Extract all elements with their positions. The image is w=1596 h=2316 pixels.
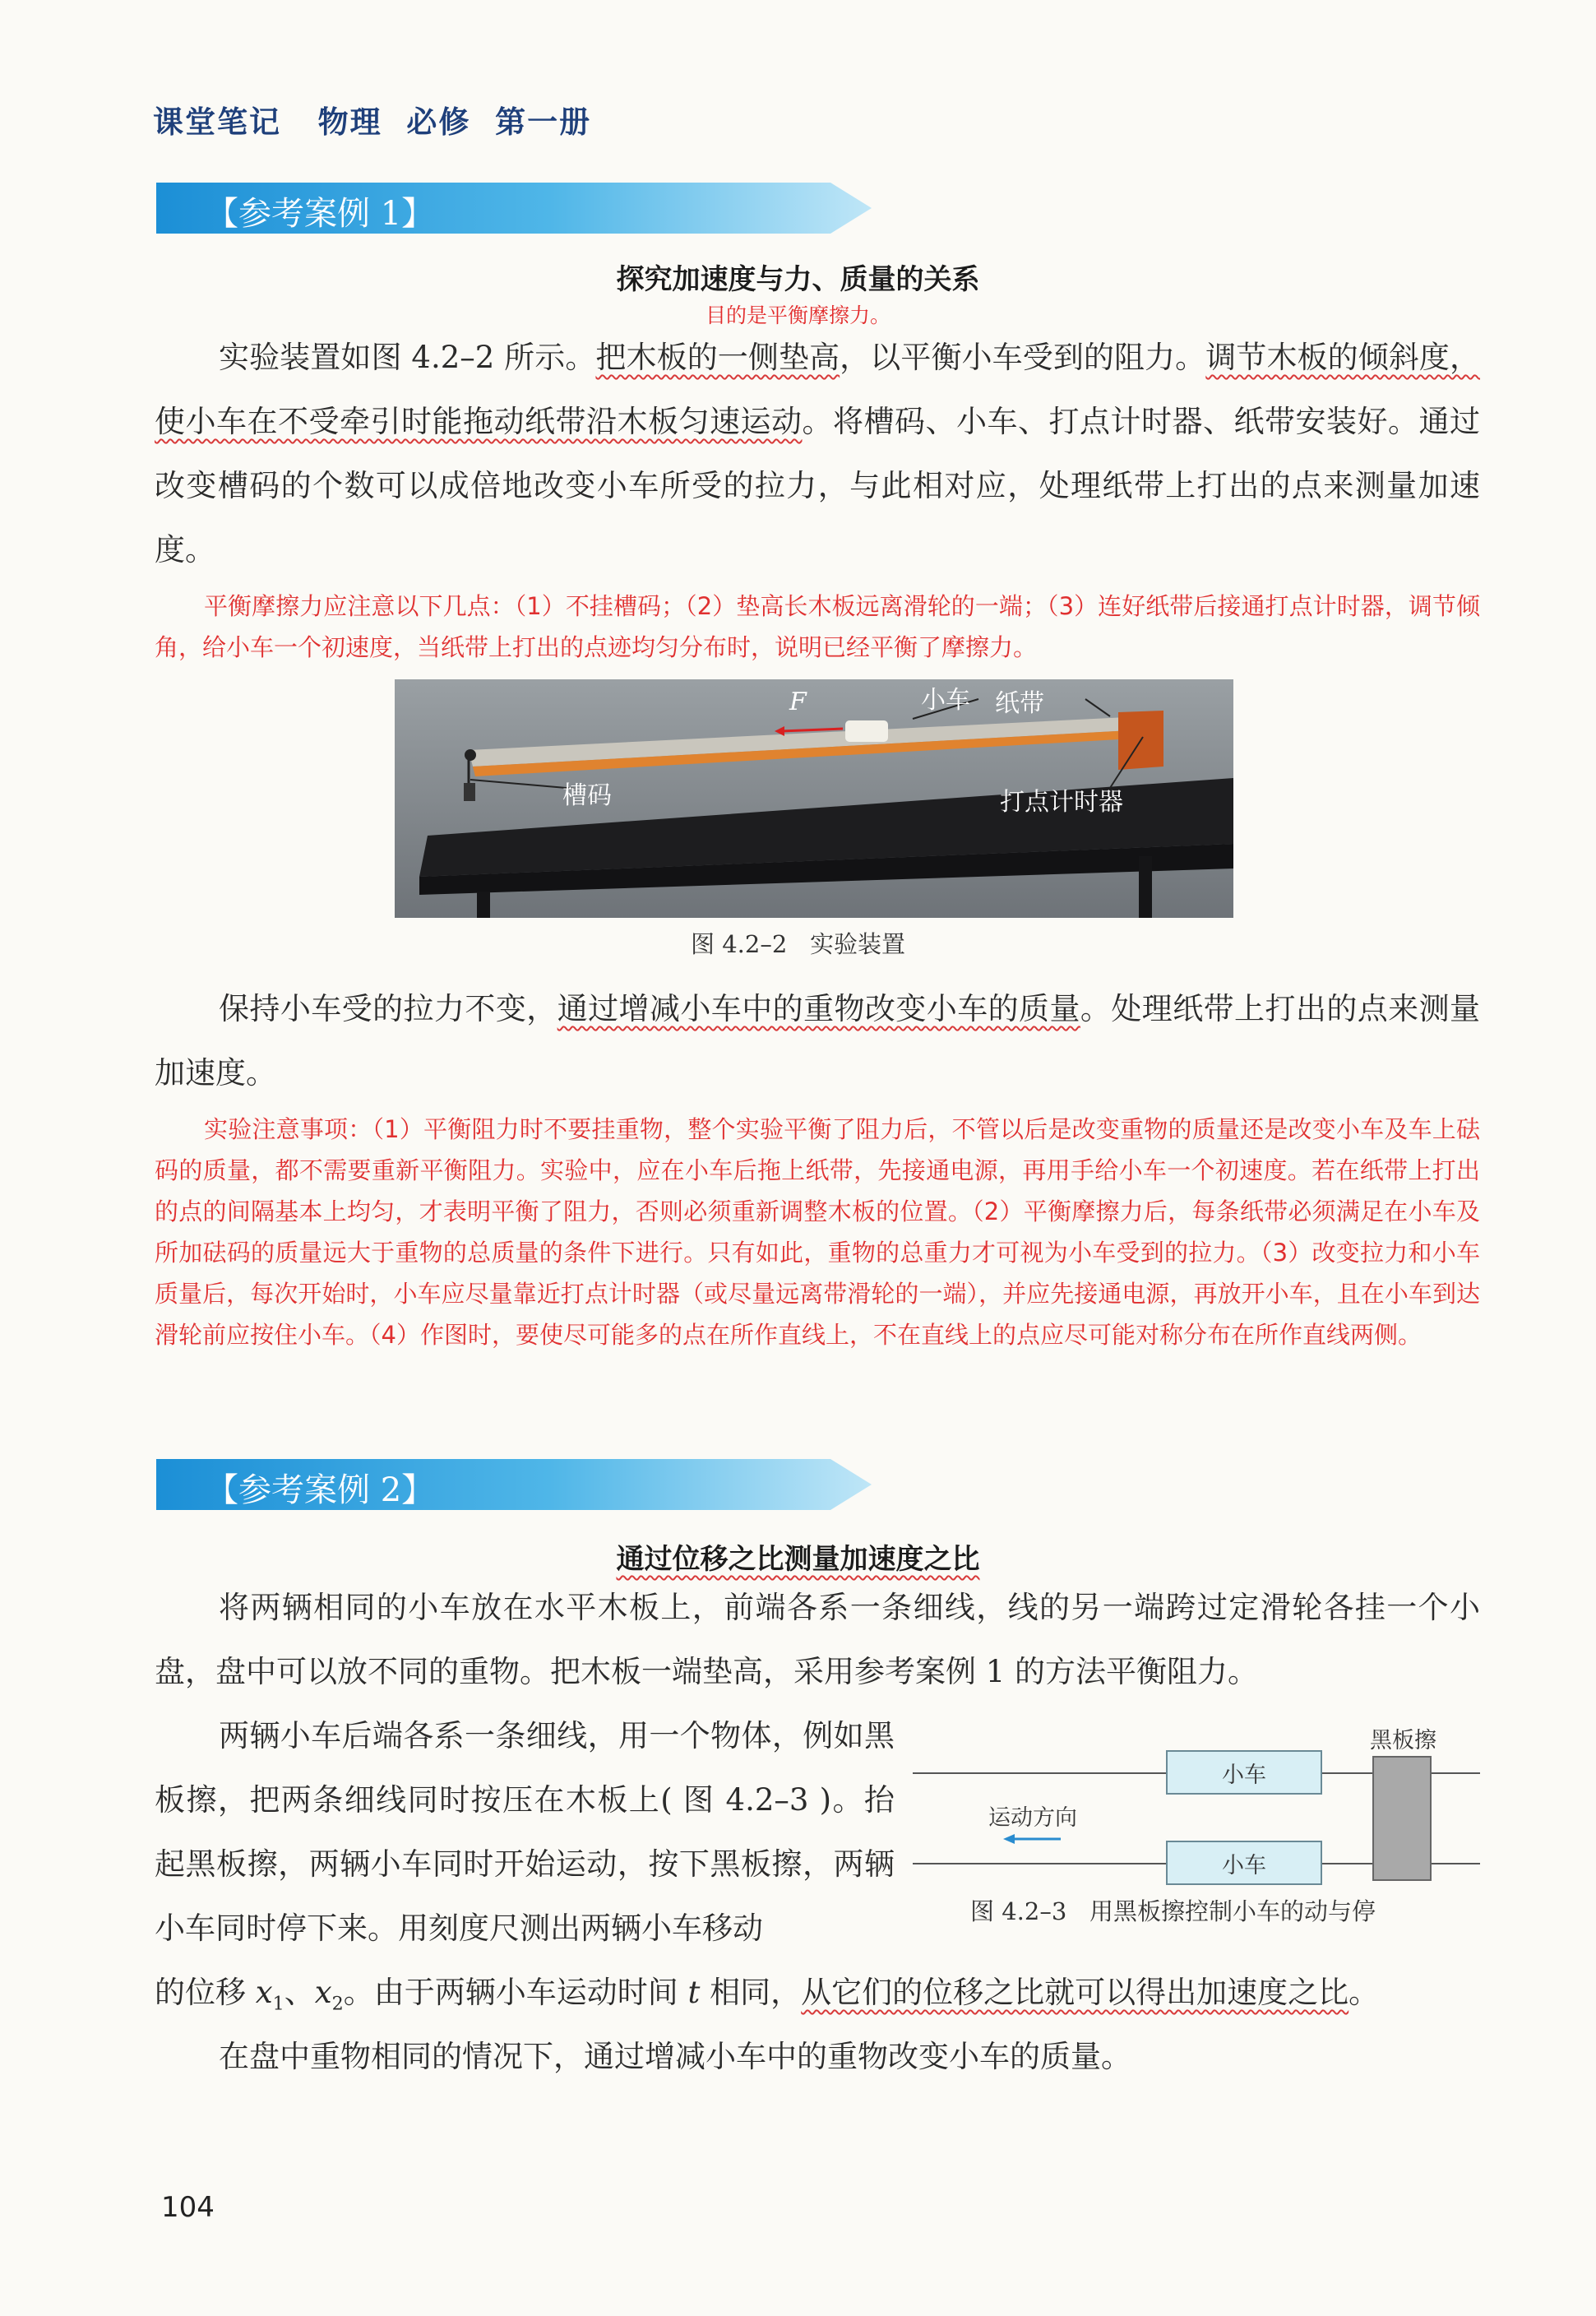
case1-paragraph-2 bbox=[155, 977, 1480, 1105]
figure-caption-4-2-3: 图 4.2–3 用黑板擦控制小车的动与停 bbox=[970, 1897, 1376, 1925]
case1-purpose-note: 目的是平衡摩擦力。 bbox=[705, 303, 891, 327]
underlined-run: 通过增减小车中的重物改变小车的质量 bbox=[557, 991, 1080, 1026]
figure-caption-4-2-2: 图 4.2–2 实验装置 bbox=[691, 930, 905, 958]
subscript: 2 bbox=[331, 1993, 344, 2015]
tape-label: 纸带 bbox=[995, 689, 1044, 718]
weight-label: 槽码 bbox=[562, 781, 612, 810]
subscript: 1 bbox=[272, 1993, 285, 2015]
eraser-diagram bbox=[913, 1722, 1488, 1903]
case2-paragraph-1: 将两辆相同的小车放在水平木板上，前端各系一条细线，线的另一端跨过定滑轮各挂一个小盘，盘中可以放不同的重物。把木板一端垫高，采用参考案例 1 的方法平衡阻力。 bbox=[155, 1590, 1480, 1689]
case1-caution-note: 实验注意事项：（1）平衡阻力时不要挂重物，整个实验平衡了阻力后，不管以后是改变重物的质量还是改变小车及车上砝码的质量，都不需要重新平衡阻力。实验中，应在小车后拖上纸带，先接通电源，再用手给小车一个初速度。若在纸带上打出的点的间隔基本上均匀，才表明平衡了阻力，否则必须重新调整木板的位置。（2）平衡摩擦力后，每条纸带必须满足在小车及所加砝码的质量远大于重物的总质量的条件下进行。只有如此，重物的总重力才可视为小车受到的拉力。（3）改变拉力和小车质量后，每次开始时，小车应尽量靠近打点计时器（或尽量远离带滑轮的一端），并应先接通电源，再放开小车，且在小车到达滑轮前应按住小车。（4）作图时，要使尽可能多的点在所作直线上，不在直线上的点应尽可能对称分布在所作直线两侧。 bbox=[155, 1115, 1481, 1349]
case2-banner-label: 【参考案例 2】 bbox=[206, 1471, 435, 1509]
text-run: 。将槽码、小车、打点计时器、纸带安装好。通过改变槽码的个数可以成倍地改变小车所受的拉力，与此相对应，处理纸带上打出的点来测量加速度。 bbox=[155, 404, 1480, 567]
text-run: 。处理纸带上打出的点来测量加速度。 bbox=[155, 991, 1481, 1091]
underlined-run: 从它们的位移之比就可以得出加速度之比 bbox=[801, 1975, 1349, 2010]
force-label: F bbox=[789, 688, 807, 716]
text-run: ，以平衡小车受到的阻力。 bbox=[840, 340, 1206, 375]
text-run: 。由于两辆小车运动时间 bbox=[343, 1975, 688, 2010]
variable-x: x bbox=[255, 1975, 273, 2010]
variable-t: t bbox=[687, 1975, 701, 2010]
case1-balance-note: 平衡摩擦力应注意以下几点：（1）不挂槽码；（2）垫高长木板远离滑轮的一端；（3）连好纸带后接通打点计时器，调节倾角，给小车一个初速度，当纸带上打出的点迹均匀分布时，说明已经平衡了摩擦力。 bbox=[155, 592, 1480, 661]
page-number: 104 bbox=[161, 2191, 215, 2224]
case1-title: 探究加速度与力、质量的关系 bbox=[616, 263, 980, 296]
case2-paragraph-4: 在盘中重物相同的情况下，通过增减小车中的重物改变小车的质量。 bbox=[219, 2039, 1131, 2074]
text-run: 。 bbox=[1349, 1975, 1380, 2010]
text-run: 的位移 bbox=[155, 1975, 256, 2010]
timer-label: 打点计时器 bbox=[1000, 788, 1123, 817]
text-run: 保持小车受的拉力不变， bbox=[219, 991, 557, 1026]
case1-paragraph-1 bbox=[155, 326, 1480, 582]
page-header: 课堂笔记 物理 必修 第一册 bbox=[153, 104, 592, 140]
cart-label: 小车 bbox=[921, 686, 970, 715]
underlined-run: 把木板的一侧垫高 bbox=[595, 340, 840, 375]
underlined-run: 调节木板的倾斜度，使小车在不受牵引时能拖动纸带沿木板匀速运动 bbox=[155, 340, 1481, 439]
text-run: 实验装置如图 4.2–2 所示。 bbox=[219, 340, 596, 375]
case2-title-text: 通过位移之比测量加速度之比 bbox=[616, 1543, 980, 1576]
case2-paragraph-2: 两辆小车后端各系一条细线，用一个物体，例如黑板擦，把两条细线同时按压在木板上( 图 4.2–3 )。抬起黑板擦，两辆小车同时开始运动，按下黑板擦，两辆小车同时停下来。用刻度尺测出两辆小车移动 bbox=[155, 1718, 895, 1946]
apparatus-photo bbox=[395, 679, 1233, 918]
variable-x: x bbox=[314, 1975, 332, 2010]
direction-label: 运动方向 bbox=[988, 1805, 1077, 1831]
cart-bottom: 小车 bbox=[1166, 1841, 1322, 1885]
cart-top: 小车 bbox=[1166, 1750, 1322, 1795]
case1-banner-label: 【参考案例 1】 bbox=[206, 195, 435, 233]
eraser-label: 黑板擦 bbox=[1370, 1728, 1436, 1753]
text-run: 相同， bbox=[700, 1975, 802, 2010]
case2-title bbox=[0, 1536, 1596, 1577]
case1-banner bbox=[156, 183, 880, 234]
case2-banner bbox=[156, 1459, 880, 1510]
text-run: 、 bbox=[284, 1975, 315, 2010]
